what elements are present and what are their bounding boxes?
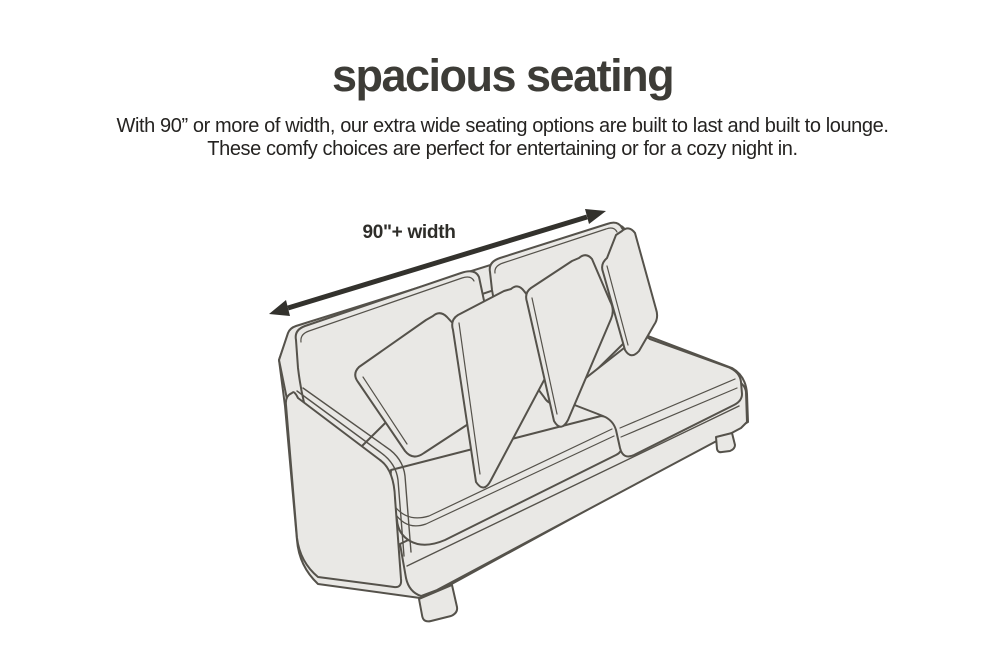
sofa-foot-right [716,433,735,452]
subtitle-line-2: These comfy choices are perfect for entertaining or for a cozy night in. [207,138,798,160]
page-title: spacious seating [331,50,674,101]
arrowhead-right [585,209,606,224]
subtitle-line-1: With 90” or more of width, our extra wide seating options are built to last and built to lounge. [116,115,889,137]
arrowhead-left [269,300,290,316]
dimension-label: 90"+ width [362,222,456,243]
sofa-illustration [279,223,748,622]
